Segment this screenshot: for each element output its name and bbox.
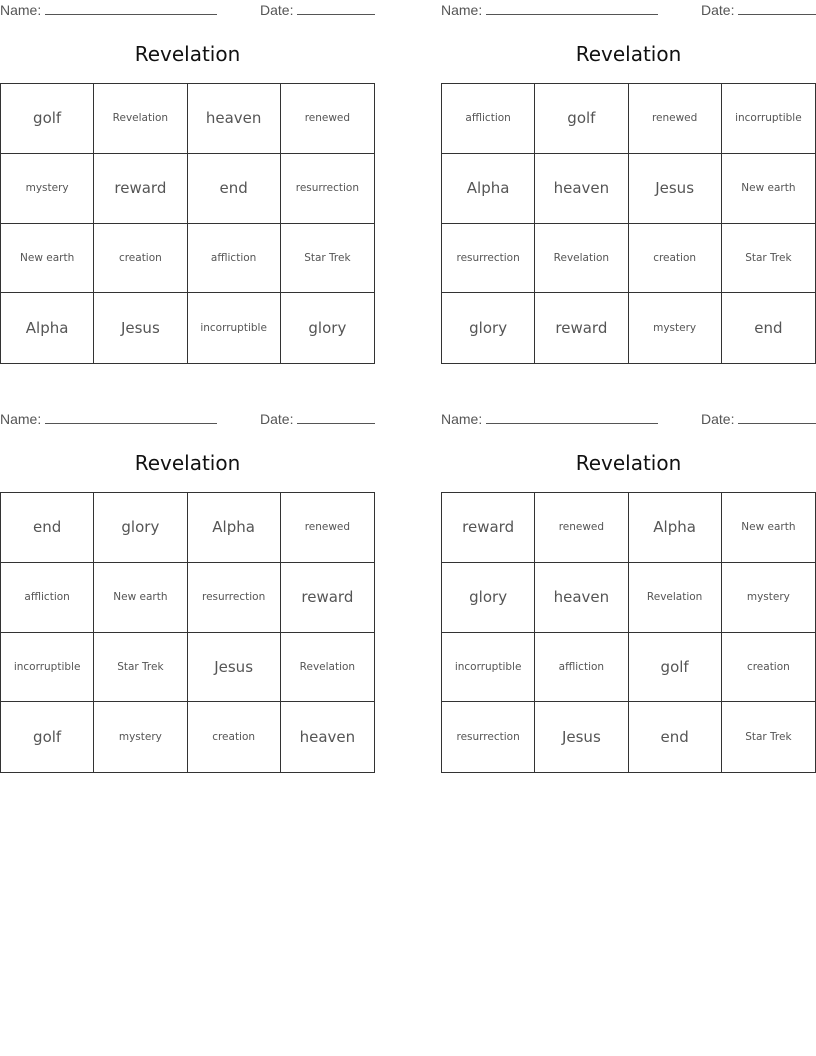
date-label: Date: xyxy=(260,411,294,427)
bingo-cell: golf xyxy=(535,84,628,154)
bingo-grid xyxy=(441,83,816,364)
bingo-grid xyxy=(441,492,816,773)
bingo-cell: reward xyxy=(535,293,628,363)
name-blank-line xyxy=(486,411,658,424)
bingo-cell: resurrection xyxy=(442,224,535,294)
bingo-cell: mystery xyxy=(629,293,722,363)
bingo-cell: resurrection xyxy=(281,154,374,224)
bingo-cell: renewed xyxy=(281,84,374,154)
bingo-card xyxy=(0,0,375,365)
bingo-cell: Jesus xyxy=(629,154,722,224)
bingo-cell: Jesus xyxy=(94,293,187,363)
name-field xyxy=(441,2,658,18)
bingo-cell: glory xyxy=(442,293,535,363)
name-date-header xyxy=(0,2,375,20)
name-label: Name: xyxy=(0,2,42,18)
bingo-cell: affliction xyxy=(535,633,628,703)
name-date-header xyxy=(441,2,816,20)
name-date-header xyxy=(0,411,375,429)
bingo-cell: glory xyxy=(442,563,535,633)
bingo-cell: Revelation xyxy=(94,84,187,154)
date-label: Date: xyxy=(260,2,294,18)
bingo-cell: golf xyxy=(629,633,722,703)
date-field xyxy=(701,2,816,18)
date-blank-line xyxy=(738,2,816,15)
bingo-cell: renewed xyxy=(281,493,374,563)
bingo-cell: heaven xyxy=(299,728,356,747)
name-date-header xyxy=(441,411,816,429)
bingo-cell: affliction xyxy=(1,563,94,633)
bingo-cell: resurrection xyxy=(442,702,535,772)
bingo-cell: Star Trek xyxy=(745,731,792,744)
bingo-cell: Jesus xyxy=(188,633,281,703)
bingo-cell: affliction xyxy=(442,84,535,154)
bingo-cell: affliction xyxy=(188,224,281,294)
bingo-cell: end xyxy=(754,319,783,338)
name-field xyxy=(441,411,658,427)
bingo-grid xyxy=(0,83,375,364)
bingo-cell: New earth xyxy=(94,563,187,633)
name-label: Name: xyxy=(441,411,483,427)
bingo-card xyxy=(441,0,816,365)
date-label: Date: xyxy=(701,411,735,427)
bingo-cell: Star Trek xyxy=(281,224,374,294)
bingo-cell: incorruptible xyxy=(722,84,815,154)
bingo-cell: end xyxy=(188,154,281,224)
bingo-cell: New earth xyxy=(1,224,94,294)
bingo-cell: golf xyxy=(1,84,94,154)
bingo-cell: reward xyxy=(442,493,535,563)
bingo-cell: Revelation xyxy=(535,224,628,294)
bingo-cell: New earth xyxy=(722,154,815,224)
bingo-grid xyxy=(0,492,375,773)
bingo-cell: glory xyxy=(94,493,187,563)
bingo-cell: Star Trek xyxy=(722,224,815,294)
bingo-cell: creation xyxy=(629,224,722,294)
bingo-card xyxy=(0,409,375,774)
bingo-cell: reward xyxy=(281,563,374,633)
name-label: Name: xyxy=(0,411,42,427)
bingo-cell: Alpha xyxy=(442,154,535,224)
name-blank-line xyxy=(45,411,217,424)
bingo-cell: heaven xyxy=(188,84,281,154)
bingo-cell: reward xyxy=(94,154,187,224)
bingo-cell: Alpha xyxy=(629,493,722,563)
bingo-cell: renewed xyxy=(535,493,628,563)
bingo-cell: end xyxy=(1,493,94,563)
date-field xyxy=(260,411,375,427)
bingo-cell: Star Trek xyxy=(94,633,187,703)
bingo-cell: end xyxy=(629,702,722,772)
card-title: Revelation xyxy=(575,42,682,66)
bingo-cell: incorruptible xyxy=(1,633,94,703)
bingo-cell: mystery xyxy=(722,563,815,633)
date-blank-line xyxy=(297,411,375,424)
date-field xyxy=(701,411,816,427)
bingo-cell: Jesus xyxy=(535,702,628,772)
date-label: Date: xyxy=(701,2,735,18)
name-blank-line xyxy=(45,2,217,15)
name-blank-line xyxy=(486,2,658,15)
bingo-cell: incorruptible xyxy=(188,293,281,363)
bingo-card xyxy=(441,409,816,774)
bingo-cell: incorruptible xyxy=(442,633,535,703)
card-title: Revelation xyxy=(134,42,241,66)
date-blank-line xyxy=(738,411,816,424)
date-field xyxy=(260,2,375,18)
date-blank-line xyxy=(297,2,375,15)
card-title: Revelation xyxy=(134,451,241,475)
bingo-cell: renewed xyxy=(629,84,722,154)
bingo-cell: New earth xyxy=(722,493,815,563)
name-field xyxy=(0,411,217,427)
bingo-cell: heaven xyxy=(535,563,628,633)
card-title: Revelation xyxy=(575,451,682,475)
bingo-cell: Alpha xyxy=(1,293,94,363)
bingo-cell: Revelation xyxy=(629,563,722,633)
bingo-cell: resurrection xyxy=(188,563,281,633)
bingo-cell: golf xyxy=(1,702,94,772)
bingo-cell: glory xyxy=(308,319,347,338)
bingo-cell: creation xyxy=(94,224,187,294)
name-field xyxy=(0,2,217,18)
name-label: Name: xyxy=(441,2,483,18)
bingo-cell: creation xyxy=(722,633,815,703)
bingo-cell: Alpha xyxy=(188,493,281,563)
bingo-cell: Revelation xyxy=(281,633,374,703)
bingo-cell: mystery xyxy=(94,702,187,772)
bingo-cell: creation xyxy=(188,702,281,772)
bingo-cell: heaven xyxy=(535,154,628,224)
bingo-cell: mystery xyxy=(1,154,94,224)
